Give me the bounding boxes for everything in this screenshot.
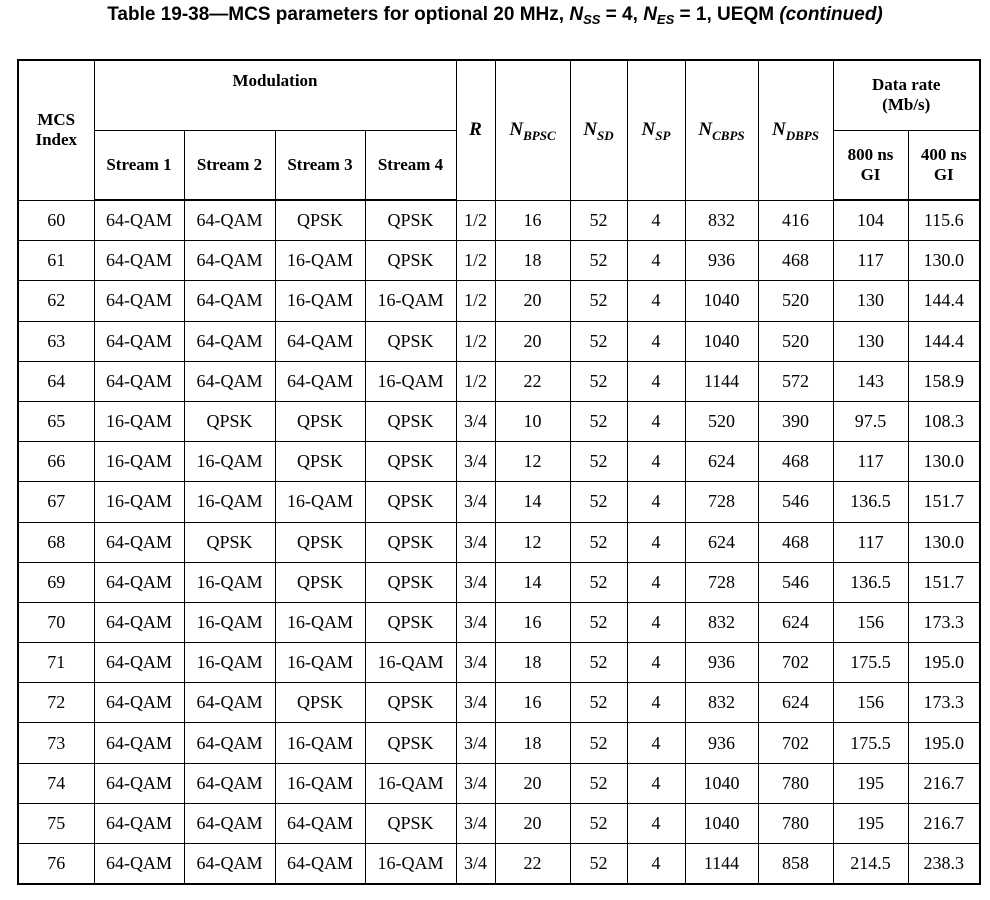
table-cell: 18 bbox=[495, 241, 570, 281]
table-cell: 64 bbox=[18, 361, 94, 401]
header-n-dbps bbox=[758, 60, 833, 200]
table-row bbox=[18, 361, 980, 401]
table-cell: 4 bbox=[627, 200, 685, 241]
table-row bbox=[18, 562, 980, 602]
table-cell: 1/2 bbox=[456, 281, 495, 321]
table-cell: 468 bbox=[758, 522, 833, 562]
table-cell: 1040 bbox=[685, 803, 758, 843]
table-cell: 1144 bbox=[685, 361, 758, 401]
table-cell: 858 bbox=[758, 844, 833, 885]
table-cell: 16-QAM bbox=[365, 281, 456, 321]
table-cell: 117 bbox=[833, 442, 908, 482]
table-cell: 1040 bbox=[685, 321, 758, 361]
table-cell: 52 bbox=[570, 562, 627, 602]
table-cell: 1040 bbox=[685, 281, 758, 321]
table-cell: 624 bbox=[685, 442, 758, 482]
table-cell: 64-QAM bbox=[94, 562, 184, 602]
table-cell: 117 bbox=[833, 522, 908, 562]
table-cell: 16-QAM bbox=[275, 281, 365, 321]
table-cell: 130 bbox=[833, 321, 908, 361]
table-cell: 52 bbox=[570, 522, 627, 562]
table-cell: 69 bbox=[18, 562, 94, 602]
table-cell: 572 bbox=[758, 361, 833, 401]
table-cell: 144.4 bbox=[908, 281, 980, 321]
table-cell: 52 bbox=[570, 321, 627, 361]
table-cell: 173.3 bbox=[908, 602, 980, 642]
table-cell: 64-QAM bbox=[94, 522, 184, 562]
table-cell: 3/4 bbox=[456, 803, 495, 843]
table-cell: 936 bbox=[685, 723, 758, 763]
table-cell: 52 bbox=[570, 482, 627, 522]
table-cell: 64-QAM bbox=[94, 803, 184, 843]
table-cell: 18 bbox=[495, 643, 570, 683]
table-cell: 832 bbox=[685, 200, 758, 241]
table-cell: 624 bbox=[685, 522, 758, 562]
table-cell: 16-QAM bbox=[275, 723, 365, 763]
table-cell: 18 bbox=[495, 723, 570, 763]
table-cell: 3/4 bbox=[456, 602, 495, 642]
caption-prefix: Table 19-38—MCS parameters for optional 20 MHz, bbox=[107, 4, 570, 25]
table-cell: 16-QAM bbox=[365, 361, 456, 401]
table-cell: QPSK bbox=[275, 683, 365, 723]
table-row bbox=[18, 321, 980, 361]
table-cell: 1/2 bbox=[456, 321, 495, 361]
table-cell: 72 bbox=[18, 683, 94, 723]
table-body bbox=[18, 200, 980, 884]
table-cell: 66 bbox=[18, 442, 94, 482]
table-cell: QPSK bbox=[275, 401, 365, 441]
table-cell: 173.3 bbox=[908, 683, 980, 723]
table-cell: 4 bbox=[627, 522, 685, 562]
table-cell: 1144 bbox=[685, 844, 758, 885]
table-cell: 130 bbox=[833, 281, 908, 321]
table-cell: 1/2 bbox=[456, 241, 495, 281]
table-cell: 64-QAM bbox=[94, 281, 184, 321]
n-dbps-symbol: N bbox=[772, 119, 786, 141]
table-cell: 52 bbox=[570, 803, 627, 843]
table-cell: 136.5 bbox=[833, 562, 908, 602]
table-cell: 64-QAM bbox=[184, 723, 275, 763]
table-row bbox=[18, 803, 980, 843]
table-cell: 64-QAM bbox=[184, 683, 275, 723]
header-r: R bbox=[456, 60, 495, 200]
table-cell: QPSK bbox=[365, 803, 456, 843]
table-cell: 728 bbox=[685, 562, 758, 602]
table-cell: 52 bbox=[570, 643, 627, 683]
table-cell: 22 bbox=[495, 844, 570, 885]
n-cbps-symbol: N bbox=[698, 119, 713, 141]
table-cell: 16-QAM bbox=[184, 602, 275, 642]
table-row bbox=[18, 200, 980, 241]
table-cell: 63 bbox=[18, 321, 94, 361]
table-cell: 20 bbox=[495, 763, 570, 803]
table-cell: QPSK bbox=[365, 241, 456, 281]
table-cell: 4 bbox=[627, 241, 685, 281]
table-cell: 702 bbox=[758, 723, 833, 763]
table-cell: 468 bbox=[758, 241, 833, 281]
table-cell: 52 bbox=[570, 281, 627, 321]
table-row bbox=[18, 401, 980, 441]
table-cell: 16-QAM bbox=[184, 562, 275, 602]
table-cell: 64-QAM bbox=[184, 803, 275, 843]
table-cell: 130.0 bbox=[908, 442, 980, 482]
table-cell: 52 bbox=[570, 683, 627, 723]
table-cell: 832 bbox=[685, 602, 758, 642]
table-cell: 64-QAM bbox=[94, 361, 184, 401]
table-cell: 115.6 bbox=[908, 200, 980, 241]
table-cell: 3/4 bbox=[456, 723, 495, 763]
table-cell: 216.7 bbox=[908, 763, 980, 803]
table-cell: 64-QAM bbox=[275, 844, 365, 885]
table-cell: 16-QAM bbox=[94, 482, 184, 522]
table-cell: 64-QAM bbox=[184, 281, 275, 321]
n-sp-sub: SP bbox=[655, 128, 671, 144]
table-cell: 16-QAM bbox=[184, 482, 275, 522]
table-cell: 4 bbox=[627, 643, 685, 683]
table-cell: 67 bbox=[18, 482, 94, 522]
table-cell: 52 bbox=[570, 442, 627, 482]
table-cell: 16-QAM bbox=[184, 442, 275, 482]
mcs-parameters-table bbox=[17, 59, 981, 885]
table-cell: QPSK bbox=[275, 522, 365, 562]
table-cell: QPSK bbox=[365, 200, 456, 241]
table-cell: 158.9 bbox=[908, 361, 980, 401]
table-cell: 143 bbox=[833, 361, 908, 401]
table-cell: 117 bbox=[833, 241, 908, 281]
caption-nss-value: = 4, bbox=[600, 4, 644, 25]
table-cell: 16-QAM bbox=[275, 763, 365, 803]
table-cell: 468 bbox=[758, 442, 833, 482]
table-cell: 16 bbox=[495, 683, 570, 723]
table-row bbox=[18, 522, 980, 562]
header-stream-3: Stream 3 bbox=[275, 130, 365, 200]
table-cell: QPSK bbox=[184, 401, 275, 441]
table-row bbox=[18, 844, 980, 885]
table-cell: 195.0 bbox=[908, 723, 980, 763]
header-800ns-gi: 800 ns GI bbox=[833, 130, 908, 200]
caption-continued: (continued) bbox=[779, 4, 883, 25]
table-cell: 156 bbox=[833, 602, 908, 642]
table-cell: 520 bbox=[758, 281, 833, 321]
table-cell: 175.5 bbox=[833, 723, 908, 763]
n-sp-symbol: N bbox=[641, 119, 656, 141]
n-bpsc-sub: BPSC bbox=[523, 128, 556, 144]
header-stream-4: Stream 4 bbox=[365, 130, 456, 200]
table-cell: 64-QAM bbox=[94, 321, 184, 361]
table-cell: 156 bbox=[833, 683, 908, 723]
table-cell: 20 bbox=[495, 803, 570, 843]
table-cell: 16-QAM bbox=[184, 643, 275, 683]
table-cell: 12 bbox=[495, 442, 570, 482]
table-cell: 104 bbox=[833, 200, 908, 241]
table-cell: 3/4 bbox=[456, 401, 495, 441]
table-cell: 1040 bbox=[685, 763, 758, 803]
table-cell: 4 bbox=[627, 844, 685, 885]
header-n-bpsc bbox=[495, 60, 570, 200]
table-cell: 4 bbox=[627, 562, 685, 602]
table-cell: 74 bbox=[18, 763, 94, 803]
n-bpsc-symbol: N bbox=[509, 119, 524, 141]
table-cell: 70 bbox=[18, 602, 94, 642]
table-cell: 4 bbox=[627, 683, 685, 723]
table-cell: 832 bbox=[685, 683, 758, 723]
header-modulation: Modulation bbox=[94, 60, 456, 130]
table-cell: 68 bbox=[18, 522, 94, 562]
table-cell: 20 bbox=[495, 281, 570, 321]
table-cell: 3/4 bbox=[456, 643, 495, 683]
table-cell: 1/2 bbox=[456, 200, 495, 241]
table-cell: 520 bbox=[685, 401, 758, 441]
table-cell: 52 bbox=[570, 844, 627, 885]
table-cell: 4 bbox=[627, 763, 685, 803]
table-cell: 20 bbox=[495, 321, 570, 361]
table-cell: 520 bbox=[758, 321, 833, 361]
table-cell: 60 bbox=[18, 200, 94, 241]
n-sd-sub: SD bbox=[597, 128, 614, 144]
table-cell: 16 bbox=[495, 200, 570, 241]
table-cell: 3/4 bbox=[456, 844, 495, 885]
table-cell: 728 bbox=[685, 482, 758, 522]
table-cell: 22 bbox=[495, 361, 570, 401]
table-cell: 64-QAM bbox=[184, 200, 275, 241]
header-data-rate: Data rate (Mb/s) bbox=[833, 60, 980, 130]
table-cell: 4 bbox=[627, 602, 685, 642]
table-cell: 52 bbox=[570, 361, 627, 401]
table-cell: 64-QAM bbox=[94, 602, 184, 642]
table-cell: 195.0 bbox=[908, 643, 980, 683]
table-cell: 936 bbox=[685, 241, 758, 281]
table-cell: QPSK bbox=[365, 401, 456, 441]
table-cell: 4 bbox=[627, 401, 685, 441]
table-cell: 64-QAM bbox=[275, 361, 365, 401]
table-row bbox=[18, 643, 980, 683]
table-cell: 108.3 bbox=[908, 401, 980, 441]
table-cell: 16-QAM bbox=[94, 442, 184, 482]
table-cell: 3/4 bbox=[456, 763, 495, 803]
table-cell: QPSK bbox=[365, 482, 456, 522]
table-cell: 64-QAM bbox=[184, 321, 275, 361]
table-caption bbox=[0, 4, 990, 26]
table-cell: 195 bbox=[833, 763, 908, 803]
caption-nes-symbol: N bbox=[643, 4, 657, 25]
n-cbps-sub: CBPS bbox=[712, 128, 745, 144]
table-cell: 4 bbox=[627, 442, 685, 482]
table-cell: 76 bbox=[18, 844, 94, 885]
table-cell: 195 bbox=[833, 803, 908, 843]
header-mcs-index: MCS Index bbox=[18, 60, 94, 200]
n-sd-symbol: N bbox=[583, 119, 598, 141]
table-row bbox=[18, 281, 980, 321]
table-cell: 52 bbox=[570, 723, 627, 763]
table-cell: 14 bbox=[495, 562, 570, 602]
table-cell: 546 bbox=[758, 482, 833, 522]
table-cell: 238.3 bbox=[908, 844, 980, 885]
table-cell: 62 bbox=[18, 281, 94, 321]
table-cell: 64-QAM bbox=[94, 844, 184, 885]
table-cell: QPSK bbox=[365, 442, 456, 482]
table-cell: 144.4 bbox=[908, 321, 980, 361]
table-cell: 65 bbox=[18, 401, 94, 441]
table-cell: 3/4 bbox=[456, 442, 495, 482]
caption-nss-symbol: N bbox=[569, 4, 584, 25]
table-cell: 4 bbox=[627, 321, 685, 361]
table-cell: QPSK bbox=[184, 522, 275, 562]
table-cell: 64-QAM bbox=[275, 803, 365, 843]
table-cell: 16-QAM bbox=[94, 401, 184, 441]
caption-nes bbox=[643, 4, 674, 25]
table-cell: 64-QAM bbox=[94, 643, 184, 683]
table-cell: 73 bbox=[18, 723, 94, 763]
table-cell: 175.5 bbox=[833, 643, 908, 683]
table-cell: QPSK bbox=[275, 200, 365, 241]
table-cell: 64-QAM bbox=[184, 763, 275, 803]
table-cell: 4 bbox=[627, 482, 685, 522]
table-cell: 10 bbox=[495, 401, 570, 441]
table-cell: 136.5 bbox=[833, 482, 908, 522]
table-cell: 702 bbox=[758, 643, 833, 683]
table-cell: QPSK bbox=[365, 723, 456, 763]
table-cell: QPSK bbox=[365, 683, 456, 723]
table-cell: 64-QAM bbox=[275, 321, 365, 361]
header-stream-1: Stream 1 bbox=[94, 130, 184, 200]
table-cell: 16-QAM bbox=[275, 602, 365, 642]
table-cell: QPSK bbox=[275, 562, 365, 602]
table-row bbox=[18, 482, 980, 522]
table-cell: 936 bbox=[685, 643, 758, 683]
table-cell: 16-QAM bbox=[365, 844, 456, 885]
table-cell: 214.5 bbox=[833, 844, 908, 885]
table-cell: 151.7 bbox=[908, 482, 980, 522]
table-cell: 16-QAM bbox=[365, 763, 456, 803]
table-cell: 14 bbox=[495, 482, 570, 522]
table-cell: 780 bbox=[758, 763, 833, 803]
table-row bbox=[18, 241, 980, 281]
table-cell: 64-QAM bbox=[94, 723, 184, 763]
table-cell: 12 bbox=[495, 522, 570, 562]
table-cell: QPSK bbox=[365, 522, 456, 562]
header-n-sp bbox=[627, 60, 685, 200]
table-row bbox=[18, 442, 980, 482]
table-cell: 64-QAM bbox=[94, 241, 184, 281]
table-cell: 780 bbox=[758, 803, 833, 843]
table-row bbox=[18, 763, 980, 803]
table-cell: 75 bbox=[18, 803, 94, 843]
header-400ns-gi: 400 ns GI bbox=[908, 130, 980, 200]
caption-nes-value: = 1, UEQM bbox=[674, 4, 780, 25]
table-cell: QPSK bbox=[365, 562, 456, 602]
table-row bbox=[18, 602, 980, 642]
header-stream-2: Stream 2 bbox=[184, 130, 275, 200]
table-cell: 16-QAM bbox=[275, 643, 365, 683]
table-cell: 16-QAM bbox=[275, 482, 365, 522]
table-cell: 64-QAM bbox=[94, 763, 184, 803]
table-cell: 130.0 bbox=[908, 241, 980, 281]
table-cell: 130.0 bbox=[908, 522, 980, 562]
table-row bbox=[18, 723, 980, 763]
table-cell: 64-QAM bbox=[184, 361, 275, 401]
table-cell: 3/4 bbox=[456, 683, 495, 723]
table-cell: 64-QAM bbox=[184, 844, 275, 885]
table-cell: 52 bbox=[570, 401, 627, 441]
table-cell: 3/4 bbox=[456, 562, 495, 602]
table-cell: QPSK bbox=[365, 602, 456, 642]
table-cell: 4 bbox=[627, 281, 685, 321]
table-cell: 52 bbox=[570, 763, 627, 803]
table-row bbox=[18, 683, 980, 723]
table-cell: 97.5 bbox=[833, 401, 908, 441]
table-cell: 4 bbox=[627, 723, 685, 763]
table-cell: 624 bbox=[758, 602, 833, 642]
table-cell: 1/2 bbox=[456, 361, 495, 401]
header-n-cbps bbox=[685, 60, 758, 200]
table-cell: 3/4 bbox=[456, 522, 495, 562]
table-cell: 546 bbox=[758, 562, 833, 602]
table-cell: 52 bbox=[570, 200, 627, 241]
table-cell: 4 bbox=[627, 361, 685, 401]
table-cell: 52 bbox=[570, 241, 627, 281]
table-cell: 3/4 bbox=[456, 482, 495, 522]
caption-nss bbox=[569, 4, 600, 25]
caption-nes-sub: ES bbox=[656, 12, 675, 27]
header-n-sd bbox=[570, 60, 627, 200]
table-cell: 64-QAM bbox=[94, 200, 184, 241]
table-cell: 16-QAM bbox=[365, 643, 456, 683]
table-cell: 64-QAM bbox=[184, 241, 275, 281]
table-cell: 390 bbox=[758, 401, 833, 441]
table-cell: 216.7 bbox=[908, 803, 980, 843]
table-cell: QPSK bbox=[365, 321, 456, 361]
table-cell: 16 bbox=[495, 602, 570, 642]
table-cell: 61 bbox=[18, 241, 94, 281]
caption-nss-sub: SS bbox=[583, 12, 601, 27]
table-cell: 52 bbox=[570, 602, 627, 642]
table-cell: QPSK bbox=[275, 442, 365, 482]
table-cell: 16-QAM bbox=[275, 241, 365, 281]
table-cell: 71 bbox=[18, 643, 94, 683]
table-cell: 151.7 bbox=[908, 562, 980, 602]
table-cell: 416 bbox=[758, 200, 833, 241]
n-dbps-sub: DBPS bbox=[785, 128, 819, 144]
table-cell: 4 bbox=[627, 803, 685, 843]
table-cell: 624 bbox=[758, 683, 833, 723]
table-cell: 64-QAM bbox=[94, 683, 184, 723]
